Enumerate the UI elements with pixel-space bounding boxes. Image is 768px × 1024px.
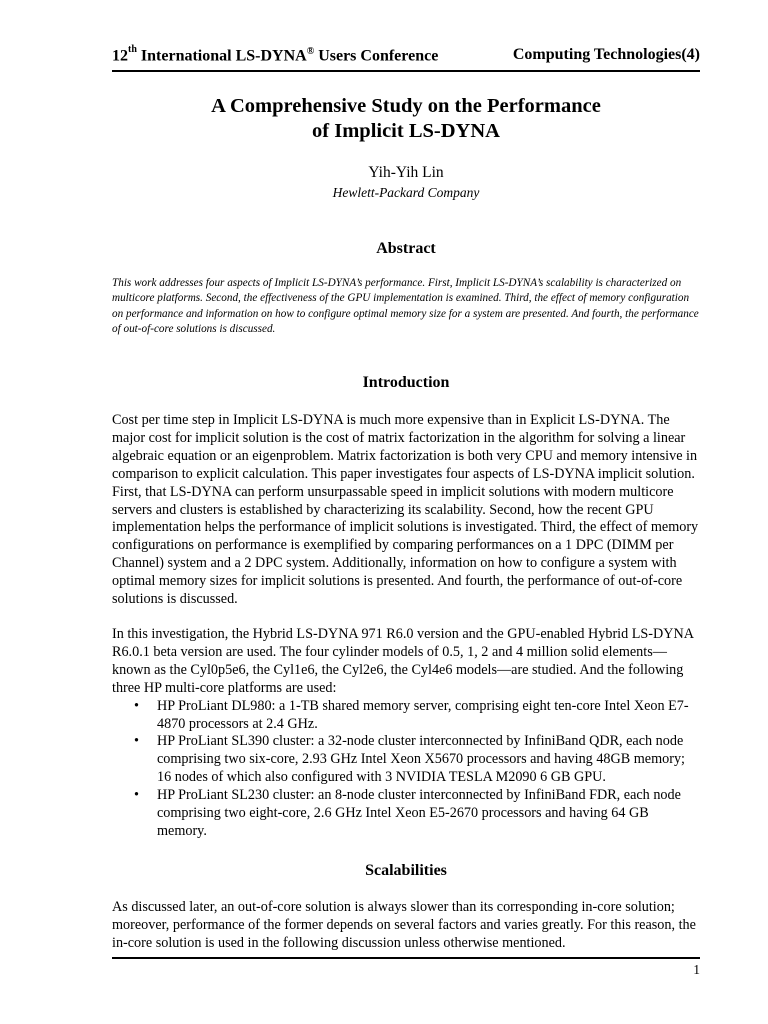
scalabilities-paragraph	[112, 899, 700, 953]
list-item-text: HP ProLiant DL980: a 1-TB shared memory server, comprising eight ten-core Intel Xeon E7-4870 processors at 2.4 GHz.	[157, 697, 689, 732]
paragraph-text: As discussed later, an out-of-core solution is always slower than its corresponding in-core solution; moreover, performance of the former depends on several factors and varies greatly. For this reason, the in-core solution is used in the following discussion unless otherwise mentioned.	[112, 899, 696, 951]
list-item-text: HP ProLiant SL390 cluster: a 32-node cluster interconnected by InfiniBand QDR, each node comprising two six-core, 2.93 GHz Intel Xeon X5670 processors and having 48GB memory; 16 nodes of which also configured with 3 NVIDIA TESLA M2090 6 GB GPU.	[157, 733, 685, 786]
header-rule	[112, 70, 700, 72]
bullet-icon: •	[134, 787, 139, 804]
registered-mark: ®	[306, 46, 315, 57]
conference-name: International LS-DYNA	[136, 47, 307, 65]
conference-name-rest: Users Conference	[314, 47, 439, 65]
author-affiliation: Hewlett-Packard Company	[332, 185, 480, 200]
running-header	[112, 44, 700, 66]
page-number: 1	[693, 962, 700, 977]
session-title: Computing Technologies(4)	[512, 46, 700, 63]
list-item	[112, 787, 700, 841]
paper-title	[112, 94, 700, 144]
bullet-icon: •	[134, 733, 139, 750]
paragraph-text: Cost per time step in Implicit LS-DYNA is much more expensive than in Explicit LS-DYNA. The major cost for implicit solution is the cost of matrix factorization in the algorithm for solving a linear algebraic equation or an eigenproblem. Matrix factorization is both very CPU and memory intensive in comparison to explicit calculation. This paper investigates four aspects of LS-DYNA implicit solution. First, that LS-DYNA can perform unsurpassable speed in implicit solutions with modern multicore servers and clusters is established by characterizing its scalability. Second, how the recent GPU implementation helps the performance of implicit solutions is investigated. Third, the effect of memory configurations on performance is exemplified by comparing performances on a 1 DPC (DIMM per Channel) system and a 2 DPC system. Additionally, information on how to configure a system with optimal memory sizes for implicit solutions is presented. And fourth, the performance of out-of-core solutions is discussed.	[112, 412, 699, 608]
abstract-heading: Abstract	[376, 240, 436, 257]
conference-title	[112, 46, 438, 65]
conference-ordinal: 12	[112, 47, 128, 65]
footer-rule	[112, 957, 700, 959]
list-item-text: HP ProLiant SL230 cluster: an 8-node cluster interconnected by InfiniBand FDR, each node comprising two eight-core, 2.6 GHz Intel Xeon E5-2670 processors and having 64 GB memory.	[157, 787, 681, 839]
ordinal-suffix: th	[128, 44, 137, 55]
introduction-heading: Introduction	[362, 374, 450, 391]
title-line-1: A Comprehensive Study on the Performance	[211, 95, 601, 117]
title-line-2: of Implicit LS-DYNA	[312, 120, 500, 142]
author-name: Yih-Yih Lin	[368, 164, 444, 181]
list-item	[112, 733, 700, 787]
platform-list	[112, 698, 700, 841]
paragraph-text: In this investigation, the Hybrid LS-DYNA 971 R6.0 version and the GPU-enabled Hybrid LS-DYNA R6.0.1 beta version are used. The four cylinder models of 0.5, 1, 2 and 4 million solid elements—known as the Cyl0p5e6, the Cyl1e6, the Cyl2e6, the Cyl4e6 models—are studied. And the following three HP multi-core platforms are used:	[112, 626, 694, 696]
list-item	[112, 698, 700, 734]
abstract-text: This work addresses four aspects of Implicit LS-DYNA’s performance. First, Implicit LS-DYNA’s scalability is characterized on multicore platforms. Second, the effectiveness of the GPU implementation is examined. Third, the effect of memory configuration on performance and information on how to configure optimal memory size for a system are presented. And fourth, the performance of out-of-core solutions is discussed.	[112, 277, 699, 335]
scalabilities-heading: Scalabilities	[365, 862, 447, 879]
introduction-paragraph-2	[112, 626, 700, 841]
bullet-icon: •	[134, 697, 139, 714]
introduction-paragraph-1	[112, 412, 700, 609]
